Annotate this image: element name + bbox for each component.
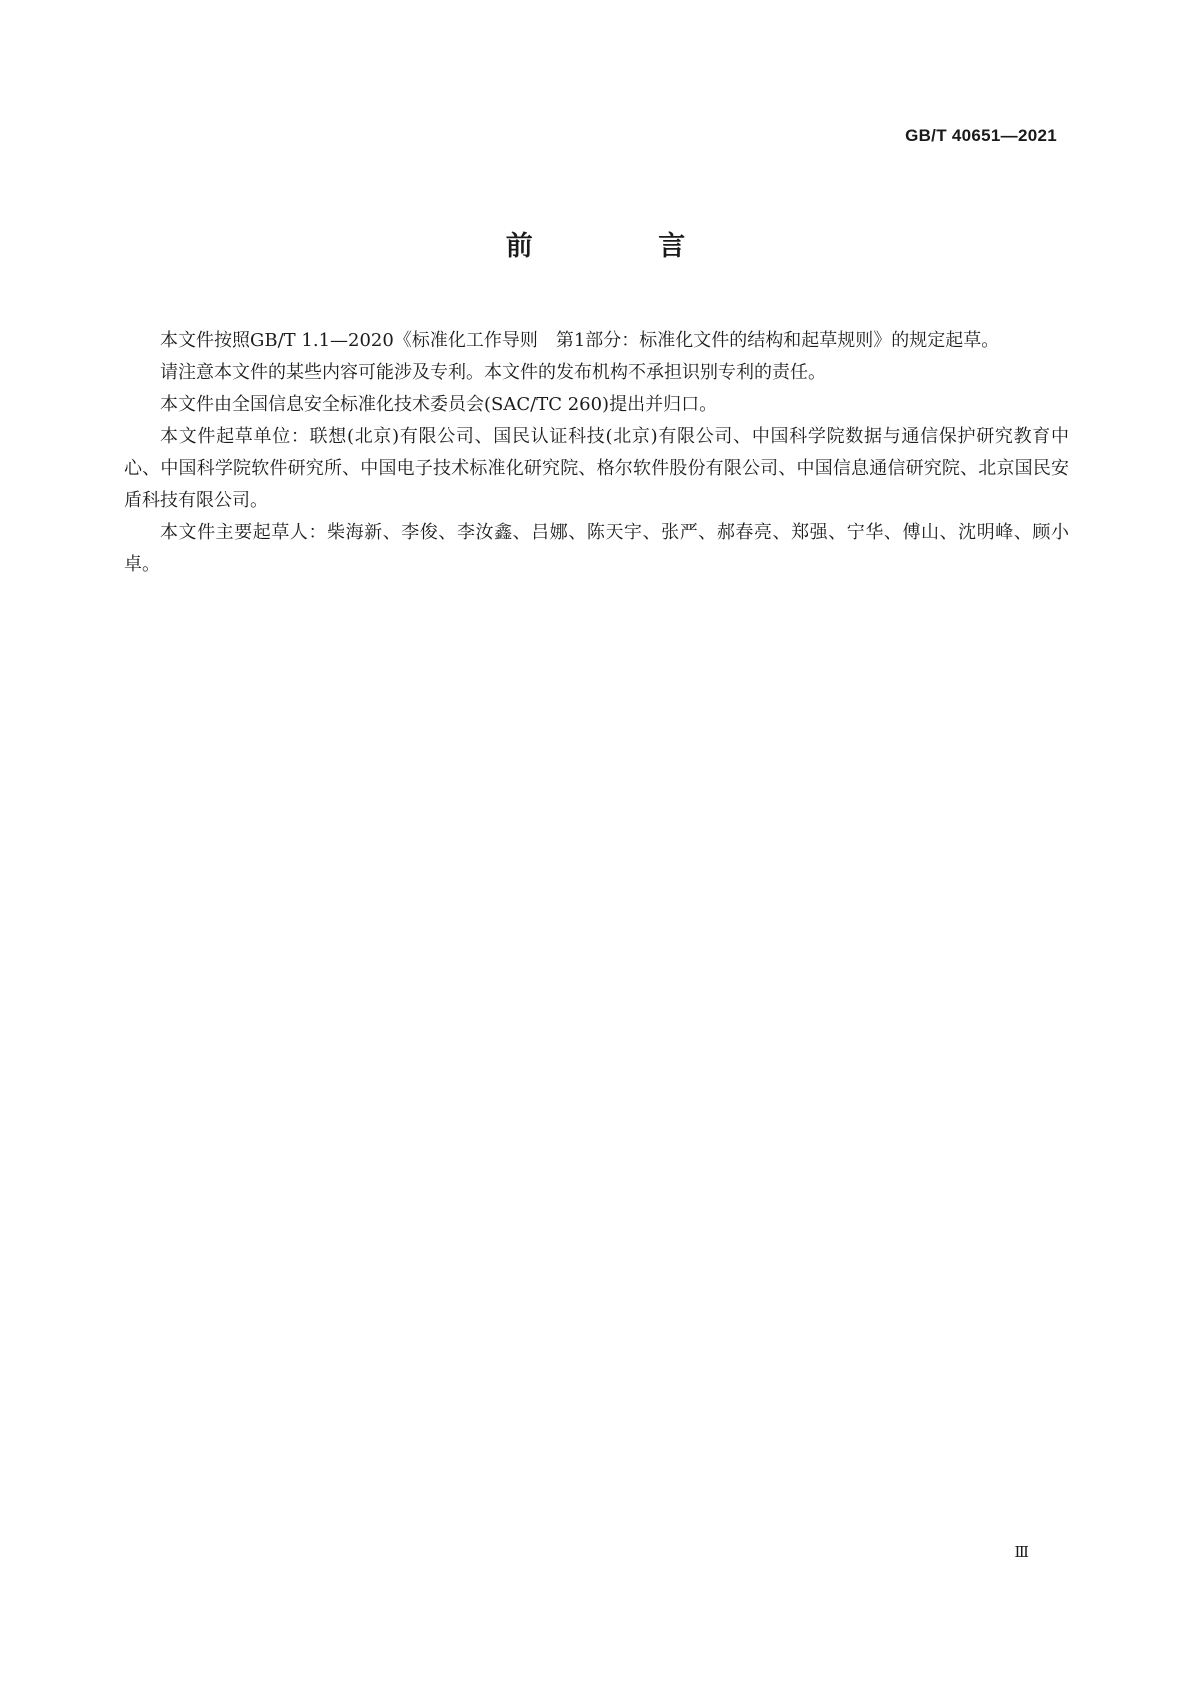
page-title: 前 言 (505, 231, 744, 262)
paragraph-drafting-units: 本文件起草单位：联想(北京)有限公司、国民认证科技(北京)有限公司、中国科学院数据与通信保护研究教育中心、中国科学院软件研究所、中国电子技术标准化研究院、格尔软件股份有限公司、中国信息通信研究院、北京国民安盾科技有限公司。 (124, 426, 1069, 511)
paragraph-patent-notice: 请注意本文件的某些内容可能涉及专利。本文件的发布机构不承担识别专利的责任。 (160, 362, 826, 383)
standard-code: GB/T 40651—2021 (905, 126, 1057, 145)
paragraph-committee: 本文件由全国信息安全标准化技术委员会(SAC/TC 260)提出并归口。 (160, 394, 718, 415)
foreword-body (124, 325, 1069, 581)
paragraph-drafting-rules: 本文件按照GB/T 1.1—2020《标准化工作导则 第1部分：标准化文件的结构和起草规则》的规定起草。 (160, 330, 1000, 351)
paragraph-drafters: 本文件主要起草人：柴海新、李俊、李汝鑫、吕娜、陈天宇、张严、郝春亮、郑强、宁华、傅山、沈明峰、顾小卓。 (124, 522, 1069, 575)
page-number: Ⅲ (1014, 1543, 1029, 1561)
